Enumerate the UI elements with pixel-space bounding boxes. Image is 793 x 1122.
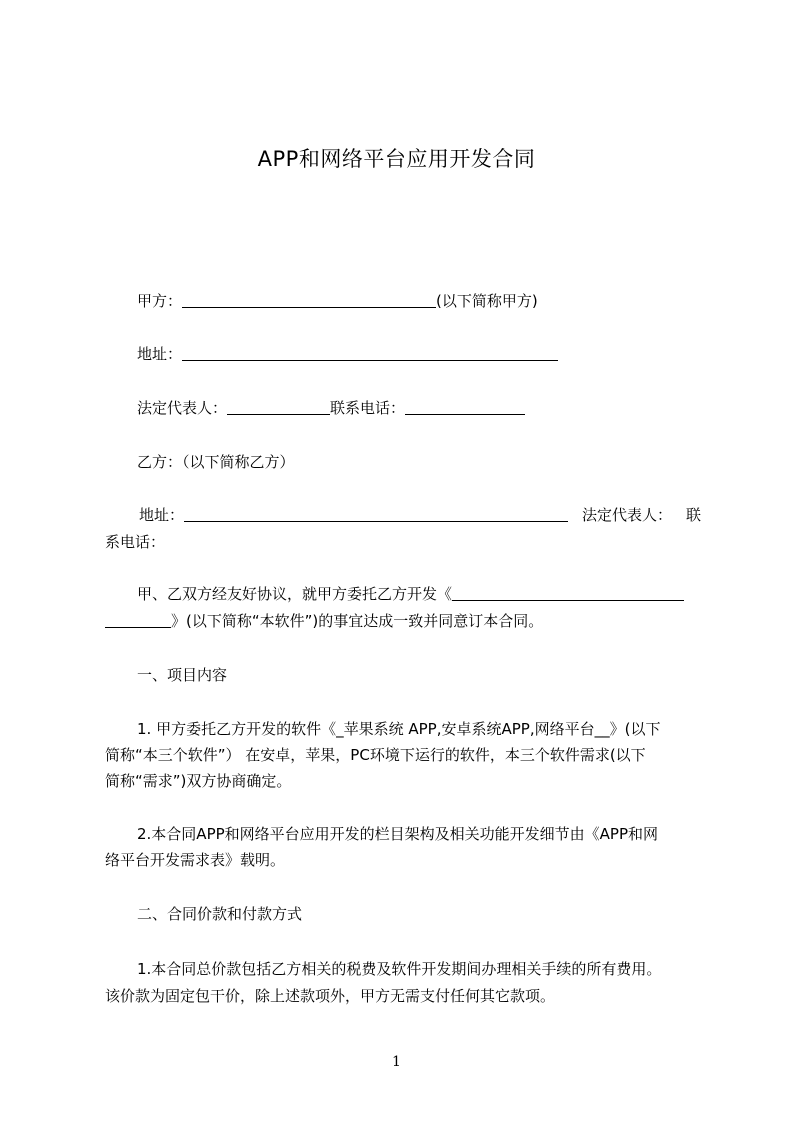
intro-prefix: 甲、乙双方经友好协议，就甲方委托乙方开发《 — [137, 585, 453, 603]
section1-item2-line1: 2.本合同APP和网络平台应用开发的栏目架构及相关功能开发细节由《APP和网 — [137, 825, 659, 843]
party-a-rep-blank — [227, 398, 330, 415]
document-title: APP和网络平台应用开发合同 — [257, 147, 536, 171]
party-b-phone-label-start: 联 — [685, 506, 701, 524]
section2-item1-line2: 该价款为固定包干价，除上述款项外，甲方无需支付任何其它款项。 — [105, 987, 556, 1005]
section2-heading: 二、合同价款和付款方式 — [137, 905, 303, 923]
intro-line-1 — [105, 580, 733, 608]
party-a-label: 甲方： — [137, 292, 183, 310]
party-b-label: 乙方： — [137, 453, 183, 471]
section1-item1-line3: 简称“需求”)双方协商确定。 — [105, 772, 292, 790]
party-a-rep-line — [105, 394, 733, 422]
section1-item1-line1: 1. 甲方委托乙方开发的软件《_苹果系统 APP,安卓系统APP,网络平台__》(以下 — [137, 720, 661, 738]
section2-item1-line1: 1.本合同总价款包括乙方相关的税费及软件开发期间办理相关手续的所有费用。 — [137, 960, 662, 978]
party-b-suffix: （以下简称乙方） — [182, 453, 295, 471]
party-a-suffix: (以下简称甲方) — [436, 292, 538, 310]
party-b-line — [105, 448, 733, 476]
intro-line-2 — [105, 607, 701, 635]
party-a-phone-blank — [405, 398, 525, 415]
party-b-phone-line — [105, 528, 701, 556]
software-name-blank — [452, 584, 684, 601]
party-a-rep-label: 法定代表人： — [137, 399, 228, 417]
page-number: 1 — [392, 1054, 401, 1070]
party-a-name-blank — [182, 291, 436, 308]
party-a-phone-label: 联系电话： — [330, 399, 406, 417]
party-a-line — [105, 287, 733, 315]
section1-item2-line2: 络平台开发需求表》载明。 — [105, 851, 286, 869]
software-name-blank-cont — [105, 611, 171, 628]
party-b-address-line — [105, 501, 701, 529]
section1-heading: 一、项目内容 — [137, 666, 228, 684]
party-b-address-label: 地址： — [139, 506, 185, 524]
section1-item1-line2: 简称“本三个软件”） 在安卓，苹果，PC环境下运行的软件，本三个软件需求(以下 — [105, 746, 646, 764]
intro-suffix: 》(以下简称“本软件”)的事宜达成一致并同意订本合同。 — [171, 612, 544, 630]
party-b-rep-label: 法定代表人： — [581, 506, 672, 524]
party-a-address-label: 地址： — [137, 345, 183, 363]
party-a-address-blank — [182, 344, 558, 361]
party-a-address-line — [105, 340, 733, 368]
party-b-phone-label-end: 系电话： — [105, 533, 166, 551]
party-b-address-blank — [184, 505, 568, 522]
